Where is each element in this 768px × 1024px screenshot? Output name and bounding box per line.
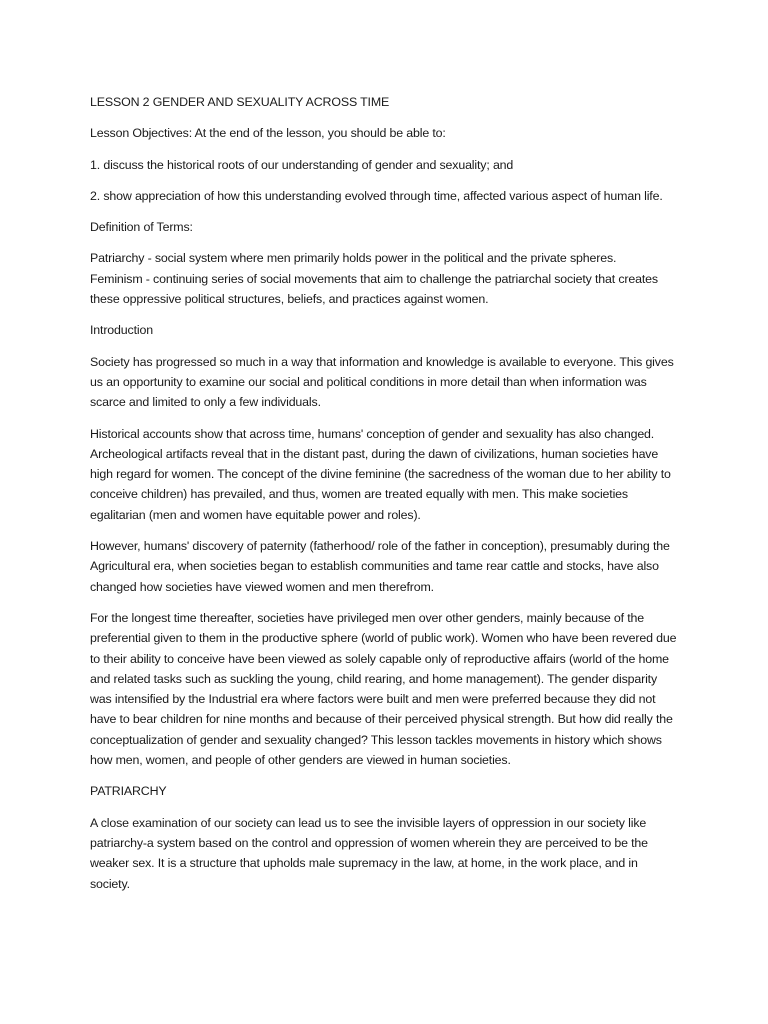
definition-feminism: Feminism - continuing series of social movements that aim to challenge the patriarchal society that creates these oppressive political structures, beliefs, and practices against women. [90,271,658,307]
document-page [90,92,680,905]
lesson-title: LESSON 2 GENDER AND SEXUALITY ACROSS TIME [90,95,390,109]
introduction-heading: Introduction [90,323,153,338]
paragraph-3: However, humans' discovery of paternity (fatherhood/ role of the father in conception), presumably during the Agricultural era, when societies began to establish communities and tame rear cattle and stocks, have also changed how societies have viewed women and men therefrom. [90,539,670,594]
paragraph-1: Society has progressed so much in a way that information and knowledge is available to everyone. This gives us an opportunity to examine our social and political conditions in more detail than when information was scarce and limited to only a few individuals. [90,354,674,410]
objectives-intro: Lesson Objectives: At the end of the lesson, you should be able to: [90,126,446,141]
objective-2: 2. show appreciation of how this understanding evolved through time, affected various aspect of human life. [90,188,663,203]
definition-patriarchy: Patriarchy - social system where men primarily holds power in the political and the private spheres. [90,251,617,266]
definitions-heading: Definition of Terms: [90,220,193,235]
objective-1: 1. discuss the historical roots of our understanding of gender and sexuality; and [90,157,514,172]
patriarchy-heading: PATRIARCHY [90,784,167,799]
paragraph-2: Historical accounts show that across time, humans' conception of gender and sexuality has also changed. Archeological artifacts reveal that in the distant past, during the dawn of civilizations, human societies have high regard for women. The concept of the divine feminine (the sacredness of the woman due to her ability to conceive children) has prevailed, and thus, women are treated equally with men. This make societies egalitarian (men and women have equitable power and roles). [90,426,671,522]
paragraph-5: A close examination of our society can lead us to see the invisible layers of oppression in our society like patriarchy-a system based on the control and oppression of women wherein they are perceived to be the weaker sex. It is a structure that upholds male supremacy in the law, at home, in the work place, and in society. [90,815,648,891]
paragraph-4: For the longest time thereafter, societies have privileged men over other genders, mainly because of the preferential given to them in the productive sphere (world of public work). Women who have been revered due to their ability to conceive have been viewed as solely capable only of reproductive affairs (world of the home and related tasks such as suckling the young, child rearing, and home management). The gender disparity was intensified by the Industrial era where factors were built and men were preferred because they did not have to bear children for nine months and because of their perceived physical strength. But how did really the conceptualization of gender and sexuality changed? This lesson tackles movements in history which shows how men, women, and people of other genders are viewed in human societies. [90,610,677,768]
